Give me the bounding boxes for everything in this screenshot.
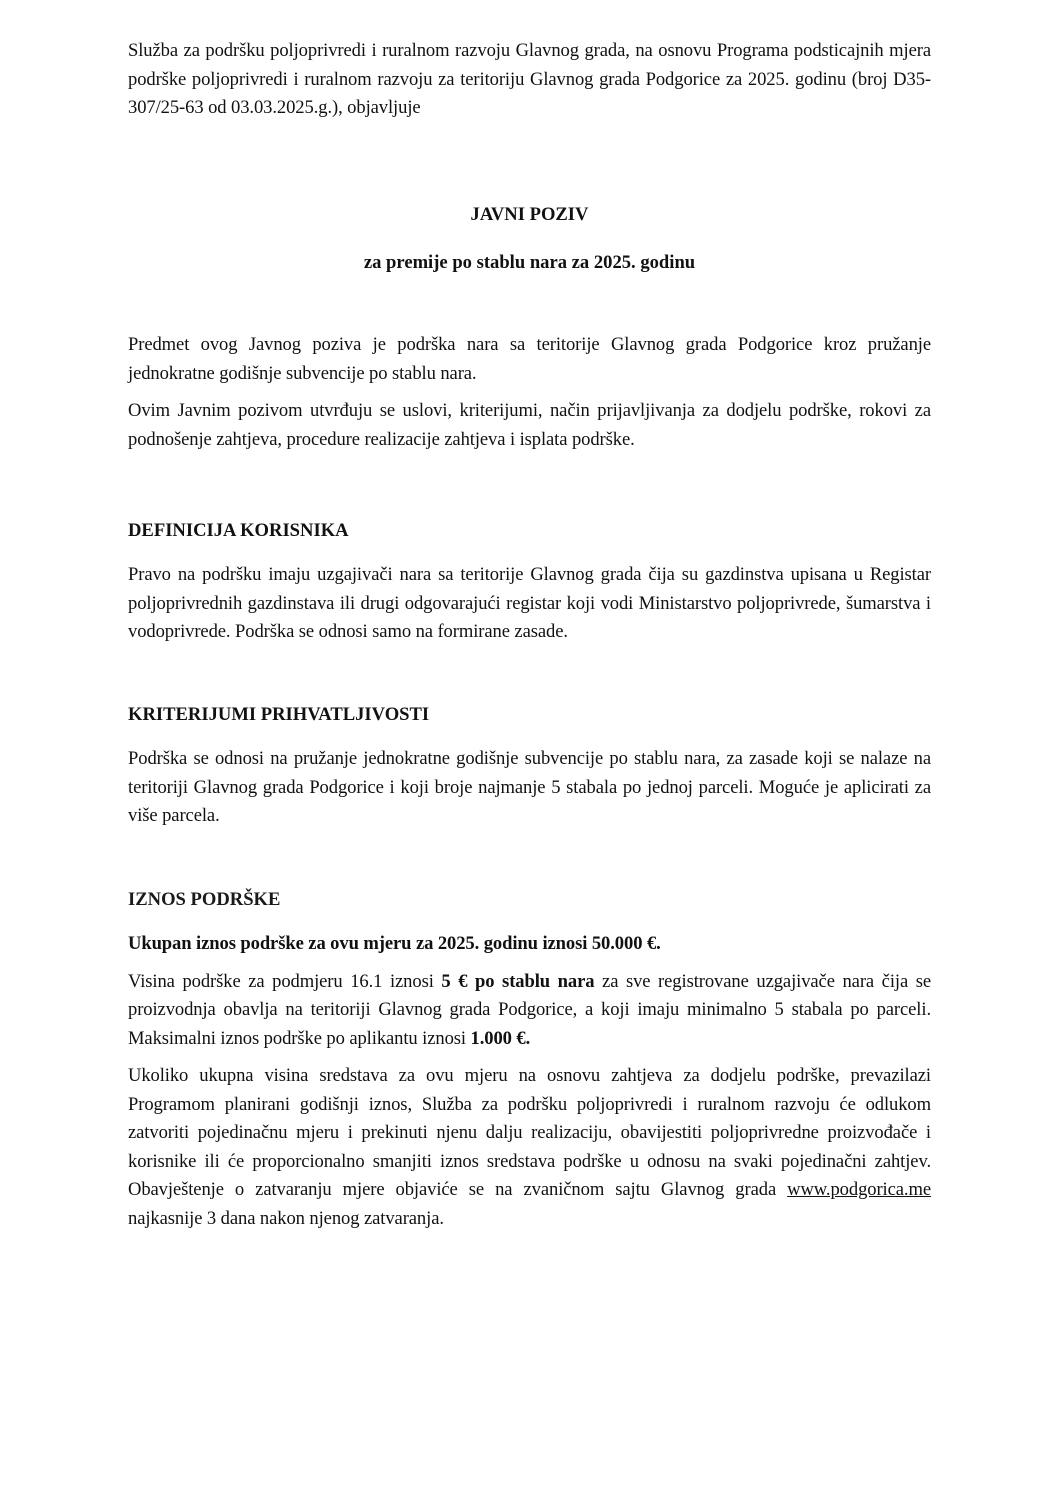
eligibility-section bbox=[128, 703, 931, 831]
intro-paragraph: Služba za podršku poljoprivredi i ruralnom razvoju Glavnog grada, na osnovu Programa podsticajnih mjera podrške poljoprivredi i ruralnom razvoju za teritoriju Glavnog grada Podgorice za 2025. godinu (broj D35-307/25-63 od 03.03.2025.g.), objavljuje bbox=[128, 40, 931, 118]
preamble-section bbox=[128, 331, 931, 454]
podgorica-website-link[interactable]: www.podgorica.me bbox=[787, 1179, 931, 1200]
amount-closing-paragraph bbox=[128, 1062, 931, 1233]
amount-rate-per-tree: 5 € po stablu nara bbox=[441, 970, 595, 992]
document-title: JAVNI POZIV bbox=[470, 204, 589, 225]
preamble-paragraph-subject: Predmet ovog Javnog poziva je podrška nara sa teritorije Glavnog grada Podgorice kroz pružanje jednokratne godišnje subvencije po stablu nara. bbox=[128, 334, 931, 384]
document-subtitle: za premije po stablu nara za 2025. godinu bbox=[363, 252, 696, 273]
amount-max-per-applicant: 1.000 €. bbox=[470, 1027, 531, 1049]
amount-closing-deadline: najkasnije 3 dana nakon njenog zatvaranja. bbox=[128, 1207, 444, 1229]
amount-rate-paragraph bbox=[128, 968, 931, 1054]
amount-closing-text: Ukoliko ukupna visina sredstava za ovu mjeru na osnovu zahtjeva za dodjelu podrške, prevazilazi Programom planirani godišnji iznos, Služba za podršku poljoprivredi i ruralnom razvoju će odlukom zatvoriti pojedinačnu mjeru i prekinuti njenu dalju realizaciju, obavijestiti poljoprivredne proizvođače i korisnike ili će proporcionalno smanjiti iznos sredstava podrške u odnosu na svaki pojedinačni zahtjev. Obavještenje o zatvaranju mjere objaviće se na zvaničnom sajtu Glavnog grada bbox=[128, 1065, 931, 1200]
beneficiaries-section bbox=[128, 519, 931, 647]
beneficiaries-paragraph: Pravo na podršku imaju uzgajivači nara sa teritorije Glavnog grada čija su gazdinstva upisana u Registar poljoprivrednih gazdinstava ili drugi odgovarajući registar koji vodi Ministarstvo poljoprivrede, šumarstva i vodoprivrede. Podrška se odnosi samo na formirane zasade. bbox=[128, 564, 931, 642]
beneficiaries-heading: DEFINICIJA KORISNIKA bbox=[128, 520, 349, 541]
amount-heading: IZNOS PODRŠKE bbox=[128, 889, 281, 910]
eligibility-heading: KRITERIJUMI PRIHVATLJIVOSTI bbox=[128, 704, 430, 725]
amount-rate-text: Visina podrške za podmjeru 16.1 iznosi bbox=[128, 970, 442, 992]
preamble-paragraph-scope: Ovim Javnim pozivom utvrđuju se uslovi, kriterijumi, način prijavljivanja za dodjelu podrške, rokovi za podnošenje zahtjeva, procedure realizacije zahtjeva i isplata podrške. bbox=[128, 400, 931, 450]
amount-rate-conditions: za sve registrovane uzgajivače nara čija se proizvodnja obavlja na teritoriji Glavnog grada Podgorice, a koji imaju minimalno 5 stabala po parceli. Maksimalni iznos podrške po aplikantu iznosi bbox=[128, 970, 932, 1049]
amount-section bbox=[128, 888, 931, 1233]
amount-total-paragraph: Ukupan iznos podrške za ovu mjeru za 2025. godinu iznosi 50.000 €. bbox=[128, 933, 661, 954]
eligibility-paragraph: Podrška se odnosi na pružanje jednokratne godišnje subvencije po stablu nara, za zasade koji se nalaze na teritoriji Glavnog grada Podgorice i koji broje najmanje 5 stabala po jednoj parceli. Moguće je aplicirati za više parcela. bbox=[128, 748, 931, 826]
